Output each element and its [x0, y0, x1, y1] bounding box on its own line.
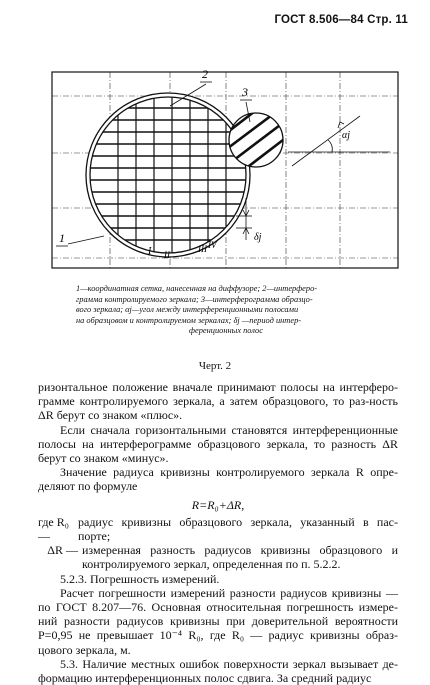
definition-term: ΔR — [47, 543, 78, 558]
alpha-angle-marks [288, 116, 390, 166]
roman-ii: II [164, 250, 170, 260]
formula: R=R₀+ΔR, [191, 497, 245, 512]
definition-term: где R₀ — [38, 514, 69, 544]
legend-line: вого зеркала; αj—угол между интерференционными полосами [76, 305, 299, 315]
roman-i: I [148, 246, 152, 257]
definition-r0 [38, 515, 398, 543]
definition-desc: радиус кривизны образцового зеркала, указанный в пас-порте; [78, 514, 398, 544]
body-text [38, 380, 398, 685]
label-3: 3 [242, 85, 248, 99]
legend-line: на образцовом и контролируемом зеркалах; δj —период интер- [76, 315, 302, 325]
definition-desc: измеренная разность радиусов кривизны образцового и контролируемого зеркал, определенная по п. 5.2.2. [82, 543, 398, 572]
figure-caption: Черт. 2 [198, 360, 232, 372]
label-1: 1 [59, 231, 65, 245]
section-heading: 5.2.3. Погрешность измерений. [60, 571, 220, 586]
paragraph: Если сначала горизонтальными становятся интерференционные полосы на интерферограмме образцового зеркала, то разность ΔR берут со знаком «минус». [38, 422, 398, 466]
roman-iv: IV [208, 240, 217, 250]
delta-label: δj [254, 232, 262, 243]
alpha-label: αj [342, 130, 351, 141]
figure-legend [76, 284, 376, 337]
roman-iii: III [198, 244, 207, 254]
definition-delta-r [38, 543, 398, 571]
interferogram-figure [40, 58, 410, 278]
paragraph: 5.3. Наличие местных ошибок поверхности зеркал вызывает де-формацию интерференционных полос сдвига. За средний радиус [38, 656, 398, 685]
paragraph: ризонтальное положение вначале принимают полосы на интерферо-грамме контролируемого зеркала, а затем образцового, то раз-ность ΔR берут со знаком «плюс». [38, 380, 398, 423]
legend-line: 1—координатная сетка, нанесенная на диффузоре; 2—интерферо- [76, 284, 318, 293]
label-2: 2 [202, 67, 208, 81]
legend-line: грамма контролируемого зеркала; 3—интерферограмма образцо- [76, 294, 313, 304]
page-header: ГОСТ 8.506—84 Стр. 11 [274, 14, 408, 26]
legend-line: ференционных полос [189, 326, 263, 336]
paragraph: Расчет погрешности измерений разности радиусов кривизны — по ГОСТ 8.207—76. Основная относительная погрешность измере-ний разности радиусов кривизны при доверительной вероятности P=0,95 не превышает 10⁻⁴ R₀, где R₀ — радиус кривизны образ-цового зеркала, м. [38, 585, 398, 657]
paragraph: Значение радиуса кривизны контролируемого зеркала R опре-деляют по формуле [38, 465, 398, 494]
